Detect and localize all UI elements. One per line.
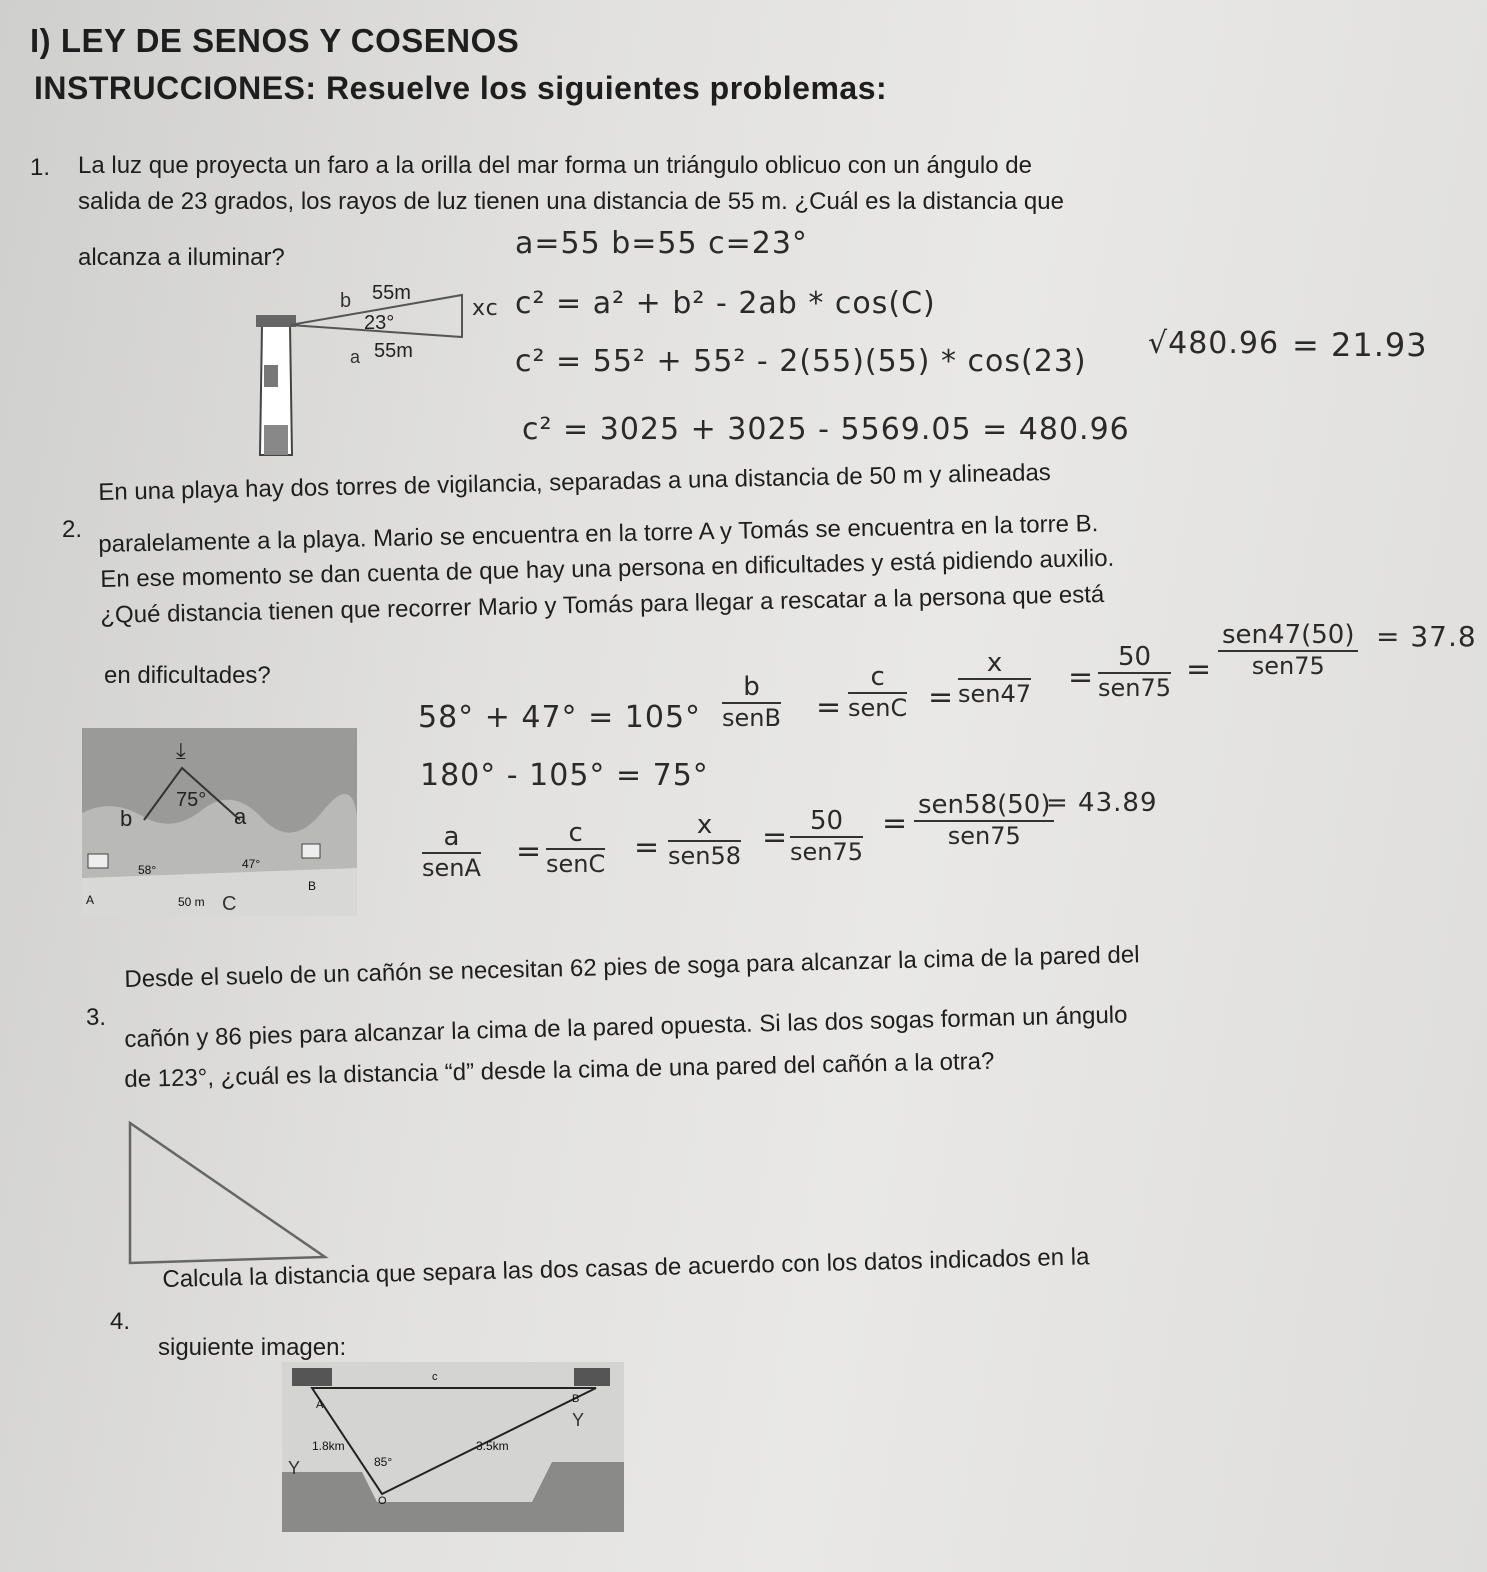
canyon-triangle <box>130 1123 325 1263</box>
label-B: B <box>308 879 317 893</box>
r2-den-3: sen58 <box>668 842 742 870</box>
problem-4-line-1: Calcula la distancia que separa las dos casas de acuerdo con los datos indicados en la <box>162 1243 1090 1293</box>
eq-sign: = <box>1068 660 1095 695</box>
r2-num-2: c <box>546 818 605 850</box>
label-c: c <box>432 1371 438 1383</box>
label-O: O <box>378 1495 387 1507</box>
tree-icon: Y <box>288 1458 301 1478</box>
r1-den-4: sen75 <box>1098 674 1172 702</box>
r1-frac-5 <box>1218 620 1358 680</box>
r2-frac-5 <box>914 790 1054 850</box>
r2-frac-4 <box>790 806 863 866</box>
eq-sign: = <box>762 820 789 855</box>
eq-sign: = <box>882 806 909 841</box>
label-xc: xc <box>472 296 499 321</box>
lighthouse-figure <box>240 275 480 465</box>
r1-den-5: sen75 <box>1251 652 1325 680</box>
problem-1-line-3: alcanza a iluminar? <box>78 244 285 271</box>
label-right-distance: 3.5km <box>476 1439 509 1453</box>
r1-frac-1 <box>722 672 781 732</box>
problem-2-line-1: En una playa hay dos torres de vigilancia, separadas a una distancia de 50 m y alineadas <box>98 459 1052 506</box>
r2-num-4: 50 <box>790 806 863 838</box>
eq-sign: = <box>634 830 661 865</box>
label-angle-top: 75° <box>176 789 207 811</box>
work1-substitution: c² = 55² + 55² - 2(55)(55) * cos(23) <box>515 344 1087 379</box>
r2-frac-2 <box>546 818 605 878</box>
problem-1-number: 1. <box>30 154 51 181</box>
person-mark: ⤓ <box>176 738 186 763</box>
r1-num-1: b <box>722 672 781 704</box>
label-a: a <box>350 347 361 367</box>
r2-den-4: sen75 <box>790 838 864 866</box>
eq-sign: = <box>816 690 843 725</box>
label-a-side: a <box>234 804 247 829</box>
label-A: A <box>316 1399 324 1411</box>
r1-den-1: senB <box>722 704 781 732</box>
label-top-distance: 55m <box>372 282 411 304</box>
r1-den-2: senC <box>848 694 908 722</box>
label-bottom-distance: 55m <box>374 340 413 362</box>
beach-towers-figure <box>82 728 357 916</box>
angle-diff: 180° - 105° = 75° <box>420 758 709 793</box>
r2-den-2: senC <box>546 850 606 878</box>
work1-sqrt: √480.96 <box>1148 326 1280 361</box>
eq-sign: = <box>516 834 543 869</box>
eq-sign: = <box>1186 652 1213 687</box>
r2-num-5: sen58(50) <box>914 790 1054 822</box>
eq-sign: = <box>928 680 955 715</box>
problem-2-line-2: paralelamente a la playa. Mario se encuentra en la torre A y Tomás se encuentra en la torre B. <box>98 510 1099 558</box>
label-angle-right: 47° <box>242 857 261 871</box>
lighthouse-stripe <box>264 365 278 387</box>
tree-icon: Y <box>572 1410 585 1430</box>
problem-3-line-1: Desde el suelo de un cañón se necesitan 62 pies de soga para alcanzar la cima de la pared del <box>124 941 1140 993</box>
r1-frac-4 <box>1098 642 1171 702</box>
problem-2-line-3: En ese momento se dan cuenta de que hay una persona en dificultades y está pidiendo auxilio. <box>100 544 1115 593</box>
work1-given: a=55 b=55 c=23° <box>515 226 808 261</box>
label-C: C <box>222 893 237 915</box>
r1-num-2: c <box>848 662 907 694</box>
work1-calc: c² = 3025 + 3025 - 5569.05 = 480.96 <box>522 412 1130 447</box>
r1-den-3: sen47 <box>958 680 1032 708</box>
problem-4-number: 4. <box>110 1308 131 1335</box>
r1-num-3: x <box>958 648 1031 680</box>
lighthouse-door <box>264 425 288 455</box>
problem-1-line-2: salida de 23 grados, los rayos de luz tienen una distancia de 55 m. ¿Cuál es la distancia que <box>78 188 1064 215</box>
r2-den-5: sen75 <box>947 822 1021 850</box>
r1-frac-3 <box>958 648 1031 708</box>
page-title: I) LEY DE SENOS Y COSENOS <box>30 22 520 59</box>
label-A: A <box>86 893 95 907</box>
label-B: B <box>572 1393 580 1405</box>
label-b: b <box>340 290 352 312</box>
houses-figure <box>282 1362 624 1532</box>
r1-num-5: sen47(50) <box>1218 620 1358 652</box>
problem-4-line-2: siguiente imagen: <box>158 1334 347 1361</box>
problem-2-line-5: en dificultades? <box>104 662 271 689</box>
tower-b-icon <box>302 844 320 858</box>
r2-num-3: x <box>668 810 741 842</box>
label-angle-left: 58° <box>138 863 157 877</box>
label-b-side: b <box>120 806 133 831</box>
r2-frac-3 <box>668 810 741 870</box>
r2-result: = 43.89 <box>1046 788 1158 818</box>
label-angle: 23° <box>364 312 395 334</box>
label-base: 50 m <box>178 895 205 909</box>
canyon-triangle-figure <box>120 1115 350 1270</box>
work1-formula: c² = a² + b² - 2ab * cos(C) <box>515 286 936 321</box>
label-left-distance: 1.8km <box>312 1439 345 1453</box>
house-b-icon <box>574 1368 610 1386</box>
r2-frac-1 <box>422 822 481 882</box>
r2-num-1: a <box>422 822 481 854</box>
r1-num-4: 50 <box>1098 642 1171 674</box>
problem-3-line-2: cañón y 86 pies para alcanzar la cima de la pared opuesta. Si las dos sogas forman un ángulo <box>124 1001 1128 1053</box>
label-angle: 85° <box>374 1455 393 1469</box>
house-a-icon <box>292 1368 332 1386</box>
r1-frac-2 <box>848 662 907 722</box>
tower-a-icon <box>88 854 108 868</box>
r2-den-1: senA <box>422 854 481 882</box>
problem-3-line-3: de 123°, ¿cuál es la distancia “d” desde la cima de una pared del cañón a la otra? <box>124 1047 995 1093</box>
problem-1-line-1: La luz que proyecta un faro a la orilla del mar forma un triángulo oblicuo con un ángulo de <box>78 152 1032 179</box>
problem-2-number: 2. <box>62 516 83 543</box>
angle-sum: 58° + 47° = 105° <box>418 700 702 735</box>
r1-result: = 37.8 <box>1376 620 1477 653</box>
problem-2-line-4: ¿Qué distancia tienen que recorrer Mario y Tomás para llegar a rescatar a la persona que está <box>100 580 1105 629</box>
work1-result: = 21.93 <box>1292 326 1428 364</box>
instructions: INSTRUCCIONES: Resuelve los siguientes problemas: <box>34 70 888 106</box>
problem-3-number: 3. <box>86 1004 107 1031</box>
